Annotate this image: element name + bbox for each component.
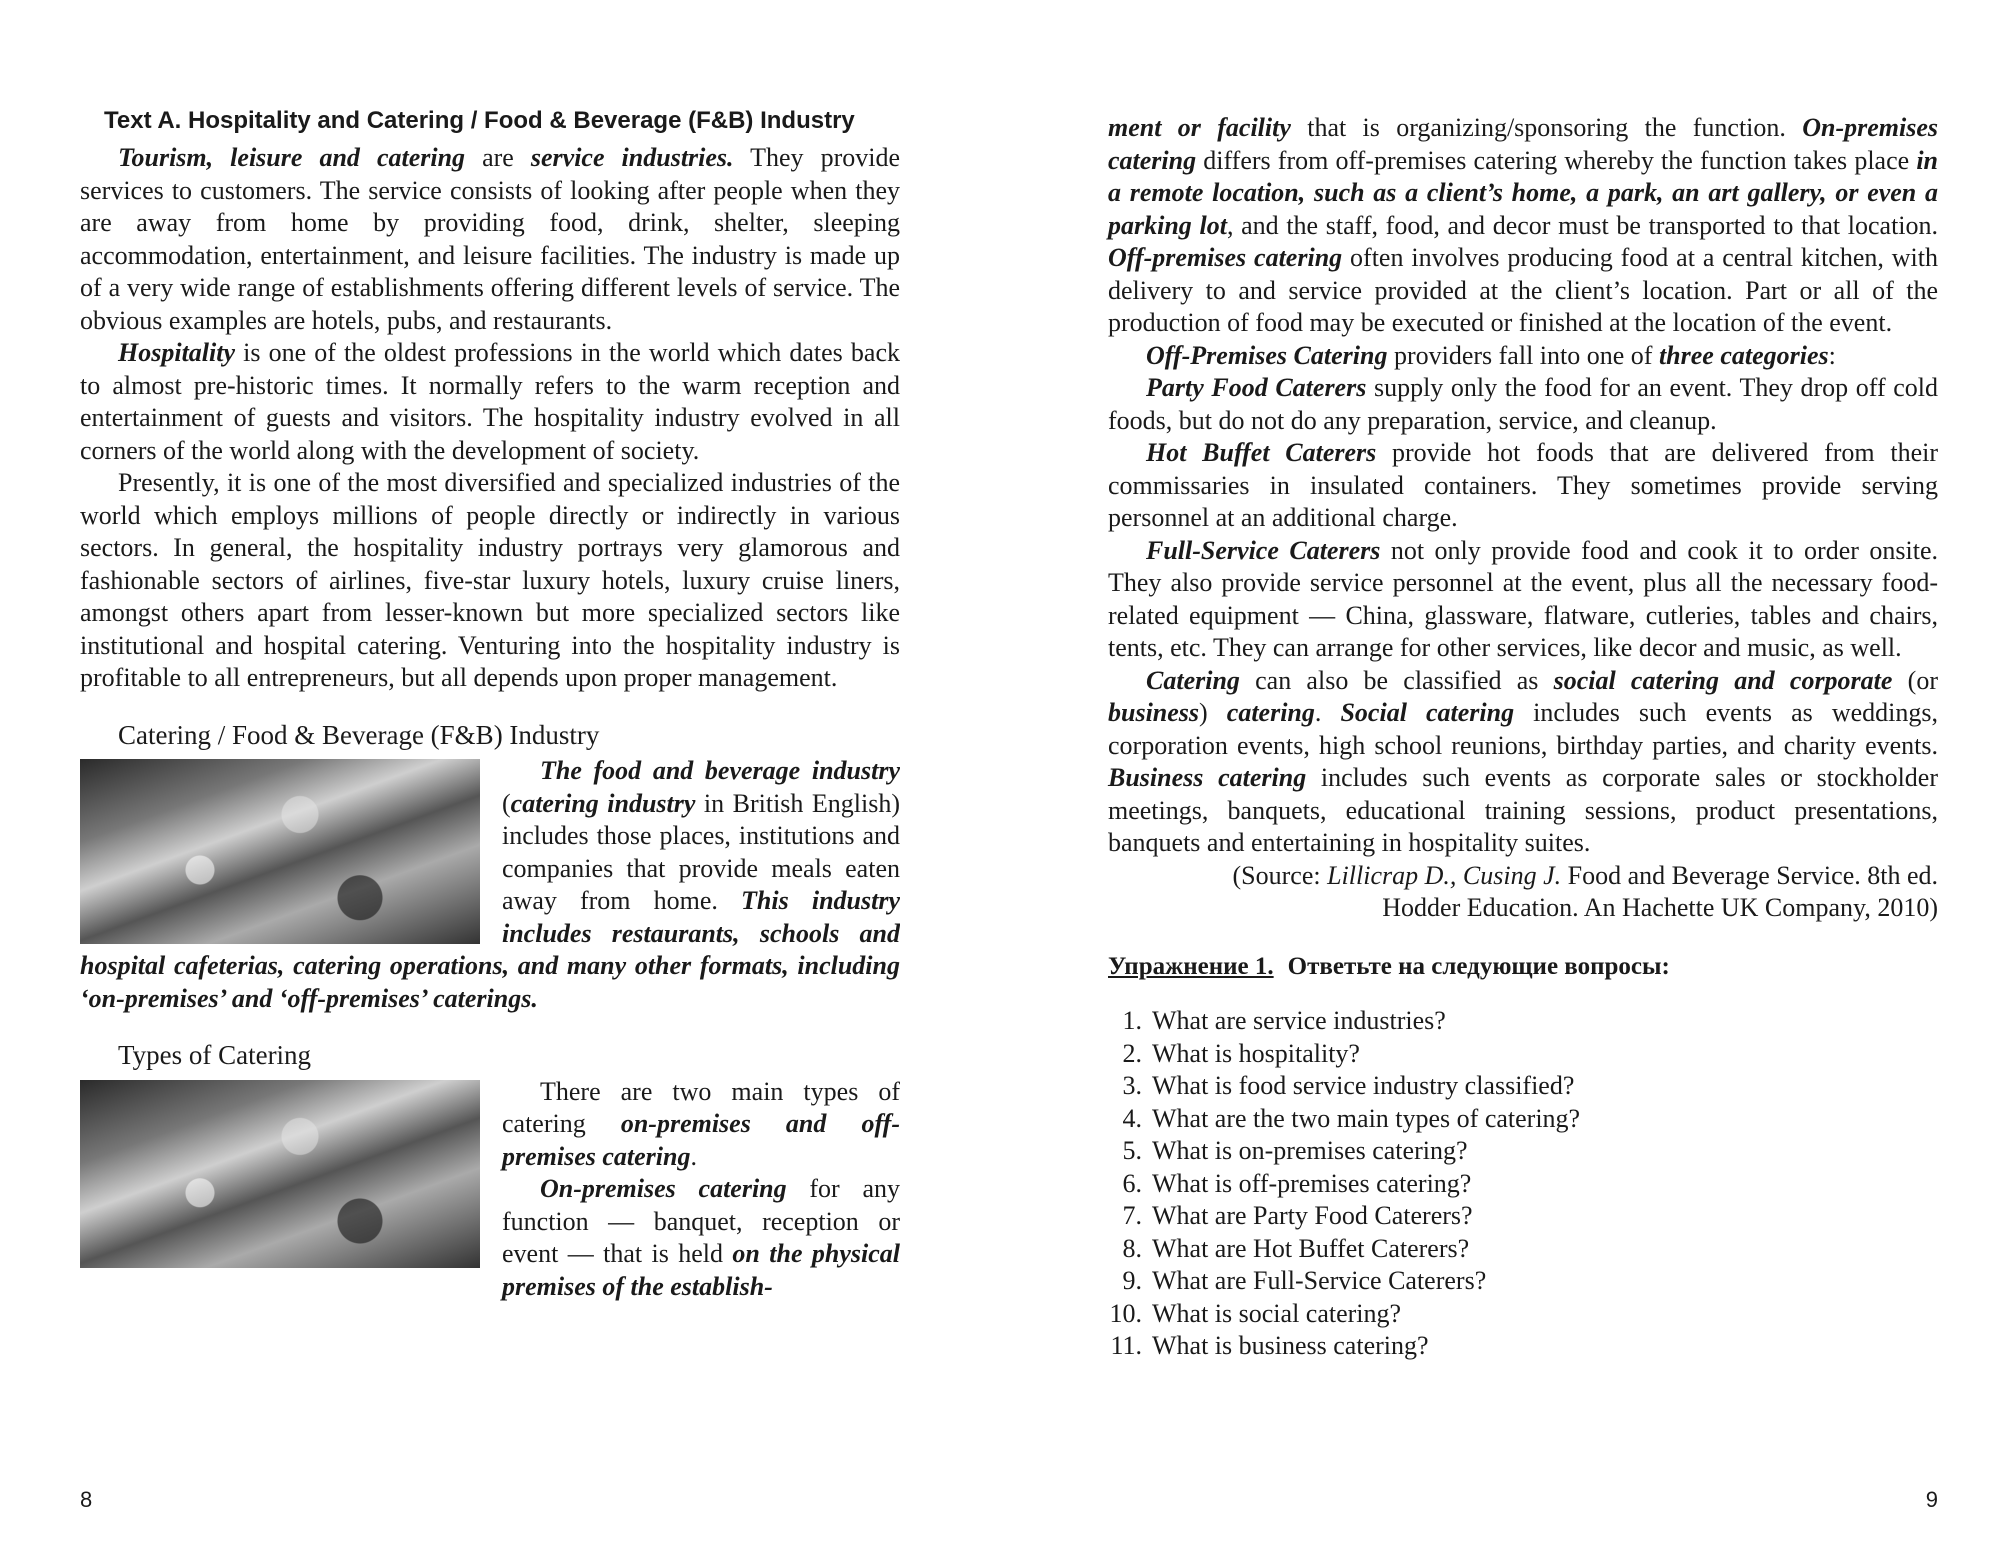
term-on-off-premises: on-premises and off-premises catering <box>502 1109 900 1171</box>
paragraph-service-industries <box>80 142 900 337</box>
question-number: 10. <box>1109 1298 1142 1328</box>
catering-buffet-photo <box>80 759 480 944</box>
paragraph-hot-buffet <box>1108 437 1938 535</box>
paragraph-hospitality <box>80 337 900 467</box>
list-item <box>1108 1233 1938 1266</box>
question-number: 2. <box>1122 1038 1142 1068</box>
question-number: 11. <box>1110 1331 1142 1360</box>
question-number: 4. <box>1122 1103 1142 1133</box>
text: includes such events as corporate sales or stockholder meetings, banquets, educational training sessions, product presentations, banquets and entertaining in hospitality suites. <box>1108 763 1938 857</box>
term-tourism: Tourism, leisure and catering <box>118 143 466 172</box>
text: They provide services to customers. The service consists of looking after people when they are away from home by providing food, drink, shelter, sleeping accommodation, entertainment, and leisure facilities. The industry is made up of a very wide range of establishments offering different levels of service. The obvious examples are hotels, pubs, and restaurants. <box>80 143 901 335</box>
text: supply only the food for an event. They drop off cold foods, but do not do any preparation, service, and cleanup. <box>1108 373 1938 435</box>
text: : <box>1828 340 1836 370</box>
citation-authors: Lillicrap D., Cusing J. <box>1327 860 1562 890</box>
paragraph-presently: Presently, it is one of the most diversified and specialized industries of the world which employs millions of people directly or indirectly in various sectors. In general, the hospitality industry portrays very glamorous and fashionable sectors of airlines, five-star luxury hotels, luxury cruise liners, amongst others apart from lesser-known but more specialized sectors like institutional and hospital catering. Venturing into the hospitality industry is profitable to all entrepreneurs, but all depends upon proper management. <box>80 468 900 692</box>
text: differs from off-premises catering whereby the function takes place <box>1196 145 1917 175</box>
term-on-premises: On-premises catering <box>540 1174 787 1203</box>
left-column <box>80 106 900 1303</box>
term-food-beverage: The food and beverage industry <box>540 756 900 785</box>
text: , and the staff, food, and decor must be transported to that location. <box>1226 210 1939 240</box>
right-column <box>1108 112 1938 1363</box>
list-item <box>1108 1265 1938 1298</box>
term-catering-industry: catering industry <box>510 788 696 818</box>
question-number: 9. <box>1122 1266 1142 1295</box>
paragraph-party-food <box>1108 372 1938 437</box>
text: in British English) includes those places, institutions and companies that provide meals eaten away from home. <box>502 788 900 915</box>
page-number-left: 8 <box>80 1487 93 1512</box>
list-item <box>1108 1298 1938 1331</box>
question-text: What is food service industry classified? <box>1152 1071 1575 1100</box>
question-text: What is off-premises catering? <box>1152 1168 1472 1198</box>
list-item <box>1108 1038 1938 1071</box>
list-item <box>1108 1330 1938 1363</box>
catering-service-photo <box>80 1080 480 1268</box>
list-item <box>1108 1200 1938 1233</box>
term-service-industries: service industries. <box>530 143 734 172</box>
term-industry-includes: This industry includes restaurants, schools and hospital cafeterias, catering operations, and many other formats, including ‘on-premises’ and ‘off-premises’ caterings. <box>80 886 900 1013</box>
text: for any function — banquet, reception or event — that is held <box>502 1174 900 1268</box>
text: can also be classified as <box>1239 665 1554 695</box>
page-number-right: 9 <box>1925 1487 1938 1512</box>
paragraph-full-service <box>1108 535 1938 665</box>
list-item <box>1108 1005 1938 1038</box>
question-text: What are service industries? <box>1152 1006 1446 1035</box>
question-text: What are Hot Buffet Caterers? <box>1152 1233 1470 1263</box>
question-text: What is hospitality? <box>1152 1038 1360 1068</box>
text: not only provide food and cook it to order onsite. They also provide service personnel at the event, plus all the necessary food-related equipment — China, glassware, flatware, cutleries, tables and chairs, tents, etc. They can arrange for other services, like decor and music, as well. <box>1108 535 1938 662</box>
text: . <box>690 1141 697 1171</box>
subheading-catering-fb: Catering / Food & Beverage (F&B) Industry <box>118 719 600 750</box>
figure-wrap-2 <box>80 1076 900 1304</box>
term-remote-location: in a remote location, such as a client’s home, a park, an art gallery, or even a parking lot <box>1108 145 1938 240</box>
subheading-types-of-catering: Types of Catering <box>118 1040 312 1070</box>
text: ( <box>502 788 511 818</box>
right-page <box>1000 0 2000 1563</box>
term-party-food: Party Food Caterers <box>1146 373 1367 402</box>
question-number: 3. <box>1122 1071 1142 1100</box>
citation-publisher: Hodder Education. An Hachette UK Company, 2010) <box>1382 893 1938 922</box>
term-catering: Catering <box>1146 665 1240 695</box>
paragraph-social-business <box>1108 665 1938 860</box>
text: . <box>1314 698 1341 727</box>
exercise-label: Упражнение 1. <box>1108 952 1274 980</box>
source-citation <box>1108 860 1938 925</box>
term-hospitality: Hospitality <box>118 338 235 367</box>
term-full-service: Full-Service Caterers <box>1146 535 1381 565</box>
text: often involves producing food at a central kitchen, with delivery to and service provided at the client’s location. Part or all of the production of food may be executed or finished at the location of the event. <box>1108 243 1938 337</box>
text: is one of the oldest professions in the world which dates back to almost pre-historic times. It normally refers to the warm reception and entertainment of guests and visitors. The hospitality industry evolved in all corners of the world along with the development of society. <box>80 338 900 465</box>
term-off-premises-catering: Off-Premises Catering <box>1146 340 1388 370</box>
list-item <box>1108 1103 1938 1136</box>
question-number: 5. <box>1122 1136 1142 1165</box>
term-facility: ment or facility <box>1108 113 1291 142</box>
term-three-categories: three categories <box>1658 340 1829 370</box>
section-heading: Text A. Hospitality and Catering / Food & Beverage (F&B) Industry <box>104 107 855 134</box>
text: providers fall into one of <box>1387 340 1659 370</box>
term-physical-premises: on the physical premises of the establish- <box>502 1239 900 1301</box>
text: There are two main types of catering <box>502 1076 900 1138</box>
paragraph-three-categories <box>1108 340 1938 373</box>
exercise-heading <box>1108 951 1938 984</box>
question-text: What is social catering? <box>1152 1298 1402 1328</box>
text: that is organizing/sponsoring the function. <box>1290 113 1803 142</box>
text: provide hot foods that are delivered from their commissaries in insulated containers. They sometimes provide serving personnel at an additional charge. <box>1108 438 1939 532</box>
term-catering-2: catering <box>1226 698 1315 727</box>
question-text: What is on-premises catering? <box>1152 1136 1468 1165</box>
question-number: 7. <box>1122 1201 1142 1230</box>
figure-wrap-1 <box>80 755 900 1015</box>
question-number: 6. <box>1122 1168 1142 1198</box>
term-business: business <box>1108 698 1200 727</box>
term-business-catering: Business catering <box>1108 763 1307 792</box>
text: Food and Beverage Service. 8th ed. <box>1561 860 1938 890</box>
question-list <box>1108 1005 1938 1363</box>
question-text: What are Full-Service Caterers? <box>1152 1266 1487 1295</box>
paragraph-establishment <box>1108 112 1938 340</box>
question-number: 8. <box>1122 1233 1142 1263</box>
term-on-premises: On-premises catering <box>1108 113 1939 175</box>
term-social-corporate: social catering and corporate <box>1553 665 1893 695</box>
question-text: What is business catering? <box>1152 1331 1429 1360</box>
text: are <box>465 143 531 172</box>
question-number: 1. <box>1122 1006 1142 1035</box>
list-item <box>1108 1070 1938 1103</box>
text: ) <box>1199 698 1227 727</box>
text: (Source: <box>1232 860 1328 890</box>
term-hot-buffet: Hot Buffet Caterers <box>1146 438 1377 467</box>
text: (or <box>1892 665 1938 695</box>
text: includes such events as weddings, corporation events, high school reunions, birthday parties, and charity events. <box>1108 698 1938 760</box>
term-social-catering: Social catering <box>1340 698 1515 727</box>
question-text: What are Party Food Caterers? <box>1152 1201 1473 1230</box>
question-text: What are the two main types of catering? <box>1152 1103 1581 1133</box>
exercise-instruction: Ответьте на следующие вопросы: <box>1287 952 1670 980</box>
list-item <box>1108 1135 1938 1168</box>
term-off-premises: Off-premises catering <box>1108 243 1343 272</box>
list-item <box>1108 1168 1938 1201</box>
